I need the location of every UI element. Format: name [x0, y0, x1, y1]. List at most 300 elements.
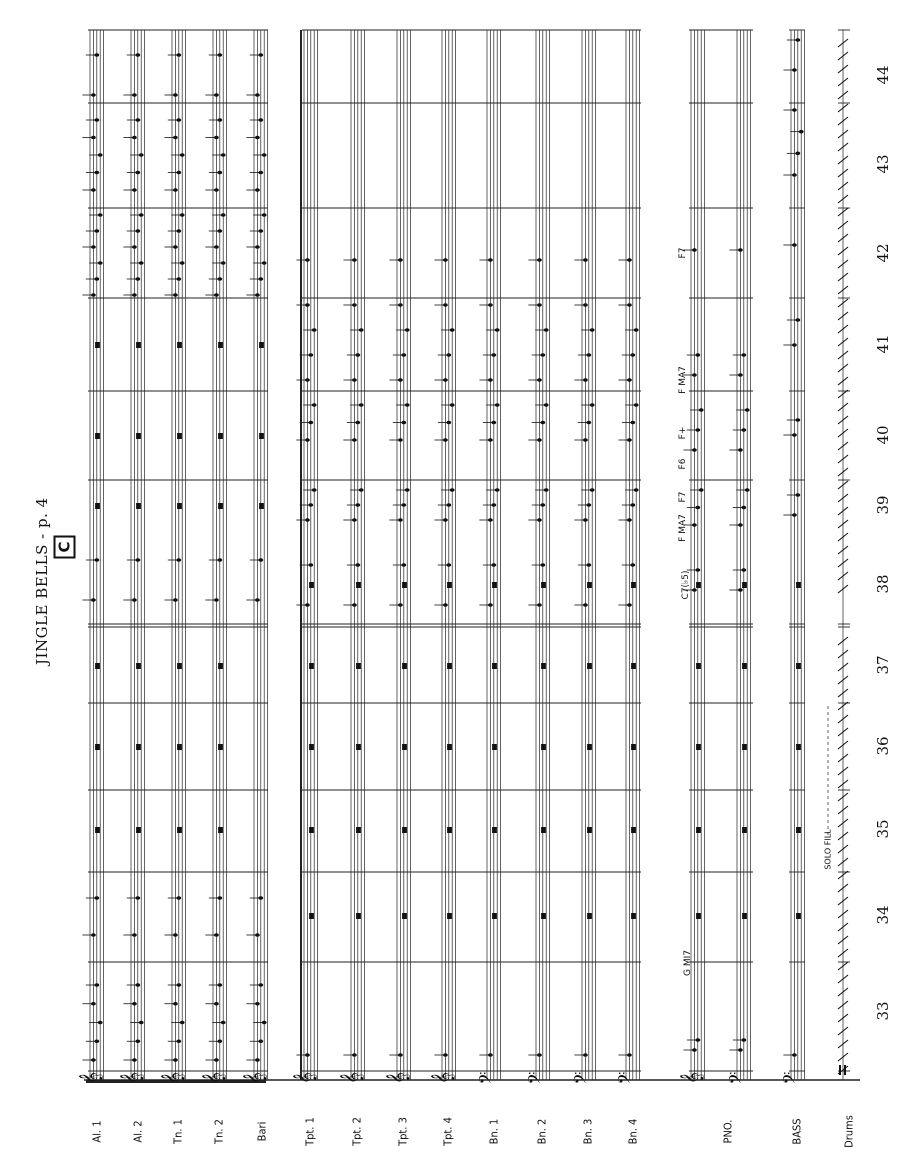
- m41-notes-bn1-notehead: [491, 353, 496, 357]
- m43-notes-al2-notehead: [132, 188, 137, 192]
- m39-notes-tpt4-notehead: [450, 488, 455, 492]
- m40-notes-tpt3-notehead: [398, 438, 403, 442]
- whole-rest: [541, 663, 546, 669]
- m44-notes-al1-notehead: [94, 53, 99, 57]
- pno-m33-pno-rh-notehead: [692, 1048, 697, 1052]
- bass-m41-notehead: [792, 343, 797, 347]
- whole-rest: [696, 913, 701, 919]
- m34-notes-al1-notehead: [94, 896, 99, 900]
- bass-m43-notehead: [799, 130, 804, 134]
- clef-tpt1: 𝄞: [291, 1072, 316, 1084]
- m43-notes-al1-notehead: [98, 153, 103, 157]
- m42-notes-al2-notehead: [139, 213, 144, 217]
- m38-notes-al1-notehead: [94, 558, 99, 562]
- pno-m38-pno-lh-notehead: [738, 588, 743, 592]
- instrument-label-tn-1: Tn. 1: [171, 1119, 185, 1144]
- whole-rest: [218, 433, 223, 439]
- whole-rest: [218, 827, 223, 833]
- m41-notes-tpt2-notehead: [352, 303, 357, 307]
- m33-notes-al2-notehead: [139, 1021, 144, 1025]
- whole-rest: [177, 744, 182, 750]
- bass-m41-notehead: [795, 318, 800, 322]
- whole-rest: [218, 342, 223, 348]
- m38-notes-tpt1-notehead: [305, 603, 310, 607]
- m41-notes-tpt1-notehead: [308, 353, 313, 357]
- whole-rest: [631, 663, 636, 669]
- clef-bn2: 𝄢: [523, 1071, 548, 1085]
- whole-rest: [541, 744, 546, 750]
- instrument-label-bn-2: Bn. 2: [535, 1118, 549, 1145]
- measure-number: 37: [874, 655, 892, 675]
- m39-notes-tpt1-notehead: [312, 488, 317, 492]
- bass-m44-notehead: [792, 68, 797, 72]
- clef-tn2: 𝄞: [200, 1072, 225, 1084]
- m38-notes-bn3-notehead: [586, 563, 591, 567]
- instrument-label-tpt-3: Tpt. 3: [396, 1117, 410, 1146]
- whole-rest: [447, 744, 452, 750]
- m38-notes-al2-notehead: [135, 558, 140, 562]
- m41-notes-bn2-notehead: [537, 303, 542, 307]
- clef-bass: 𝄢: [778, 1071, 803, 1085]
- m33-notes-al2-notehead: [135, 1039, 140, 1043]
- m39-notes-tpt4-notehead: [446, 503, 451, 507]
- whole-rest: [696, 663, 701, 669]
- m44-notes-tn1-notehead: [173, 93, 178, 97]
- m41-notes-tpt1-notehead: [305, 303, 310, 307]
- whole-rest: [356, 827, 361, 833]
- m41-notes-tpt3-notehead: [398, 303, 403, 307]
- m43-notes-bari-notehead: [258, 118, 263, 122]
- pno-m41-pno-lh-notehead: [741, 353, 746, 357]
- m40-notes-bn4-notehead: [634, 403, 639, 407]
- m42-notes-bari-notehead: [262, 261, 267, 265]
- m42-notes-tn2-notehead: [217, 277, 222, 281]
- whole-rest: [218, 744, 223, 750]
- m43-notes-tn2-notehead: [214, 136, 219, 140]
- m40-notes-tpt1-notehead: [308, 421, 313, 425]
- m39-notes-bn1-notehead: [491, 503, 496, 507]
- m38-notes-bn4-notehead: [630, 563, 635, 567]
- whole-rest: [136, 503, 141, 509]
- m41-notes-tpt4-notehead: [450, 328, 455, 332]
- chord-f7-a: F7: [678, 491, 688, 503]
- whole-rest: [402, 827, 407, 833]
- pno-m39-pno-rh-notehead: [695, 506, 700, 510]
- whole-rest: [447, 913, 452, 919]
- m40-notes-tpt2-notehead: [352, 438, 357, 442]
- m40-notes-bn4-notehead: [627, 438, 632, 442]
- whole-rest: [402, 913, 407, 919]
- whole-rest: [218, 503, 223, 509]
- m38-notes-bn2-notehead: [540, 563, 545, 567]
- m42-notes-al1-notehead: [94, 277, 99, 281]
- whole-rest: [796, 913, 801, 919]
- m41-notes-bn4-notehead: [630, 353, 635, 357]
- m43-notes-tn2-notehead: [217, 118, 222, 122]
- measure-number: 43: [874, 154, 892, 174]
- m40-notes-tpt4-notehead: [443, 438, 448, 442]
- whole-rest: [796, 582, 801, 588]
- measure-number: 42: [874, 243, 892, 263]
- bass-m43-notehead: [792, 173, 797, 177]
- whole-rest: [259, 503, 264, 509]
- m41-notes-tpt3-notehead: [405, 328, 410, 332]
- m42-notes-tpt1-notehead: [305, 258, 310, 262]
- whole-rest: [309, 913, 314, 919]
- m42-notes-tn1-notehead: [173, 245, 178, 249]
- m38-notes-tpt2-notehead: [352, 603, 357, 607]
- m39-notes-bn1-notehead: [495, 488, 500, 492]
- m44-notes-tn2-notehead: [214, 93, 219, 97]
- m42-notes-tpt2-notehead: [352, 258, 357, 262]
- m33-notes-al2-notehead: [132, 1058, 137, 1062]
- instrument-label-bn-3: Bn. 3: [581, 1118, 595, 1145]
- m42-notes-bari-notehead: [255, 245, 260, 249]
- m41-notes-bn3-notehead: [583, 303, 588, 307]
- m42-notes-bari-notehead: [262, 213, 267, 217]
- m42-notes-tn2-notehead: [221, 213, 226, 217]
- m40-notes-bn3-notehead: [583, 438, 588, 442]
- m43-notes-al2-notehead: [139, 153, 144, 157]
- m40-notes-bn2-notehead: [537, 438, 542, 442]
- whole-rest: [177, 433, 182, 439]
- bass-m40-notehead: [795, 418, 800, 422]
- m40-notes-tpt3-notehead: [405, 403, 410, 407]
- m42-notes-tn2-notehead: [217, 229, 222, 233]
- m41-notes-bn2-notehead: [544, 328, 549, 332]
- rehearsal-mark-c: C: [54, 535, 76, 558]
- m43-notes-tn1-notehead: [176, 118, 181, 122]
- pno-m33-pno-lh-notehead: [741, 1038, 746, 1042]
- whole-rest: [136, 433, 141, 439]
- m33-notes-bn3-notehead: [583, 1053, 588, 1057]
- m33-notes-bari-notehead: [258, 983, 263, 987]
- m43-notes-bari-notehead: [258, 171, 263, 175]
- whole-rest: [136, 663, 141, 669]
- m40-notes-tpt2-notehead: [359, 403, 364, 407]
- m38-notes-tpt1-notehead: [308, 563, 313, 567]
- m40-notes-bn3-notehead: [586, 421, 591, 425]
- m39-notes-tpt3-notehead: [401, 503, 406, 507]
- whole-rest: [492, 744, 497, 750]
- pno-m40-pno-rh-notehead: [699, 408, 704, 412]
- m41-notes-bn4-notehead: [627, 378, 632, 382]
- m41-notes-bn4-notehead: [627, 303, 632, 307]
- whole-rest: [587, 663, 592, 669]
- m42-notes-al1-notehead: [91, 245, 96, 249]
- m39-notes-tpt1-notehead: [305, 518, 310, 522]
- whole-rest: [492, 663, 497, 669]
- m38-notes-bari-notehead: [255, 598, 260, 602]
- m33-notes-al1-notehead: [98, 1021, 103, 1025]
- m42-notes-bari-notehead: [255, 293, 260, 297]
- whole-rest: [742, 827, 747, 833]
- m33-notes-tn1-notehead: [176, 1039, 181, 1043]
- whole-rest: [95, 433, 100, 439]
- m44-notes-bari-notehead: [258, 53, 263, 57]
- instrument-label-pno-: PNO.: [721, 1119, 735, 1144]
- instrument-label-bari: Bari: [255, 1121, 269, 1142]
- whole-rest: [541, 582, 546, 588]
- m43-notes-tn1-notehead: [176, 171, 181, 175]
- whole-rest: [95, 503, 100, 509]
- m42-notes-al2-notehead: [135, 277, 140, 281]
- bass-m33-notehead: [792, 1053, 797, 1057]
- m38-notes-al1-notehead: [91, 598, 96, 602]
- whole-rest: [541, 913, 546, 919]
- m42-notes-tpt4-notehead: [443, 258, 448, 262]
- whole-rest: [742, 913, 747, 919]
- m39-notes-tpt2-notehead: [352, 518, 357, 522]
- m38-notes-bn4-notehead: [627, 603, 632, 607]
- m38-notes-tpt3-notehead: [398, 603, 403, 607]
- instrument-label-bass: BASS: [790, 1118, 804, 1145]
- pno-m38-pno-lh-notehead: [741, 568, 746, 572]
- m43-notes-tn2-notehead: [214, 188, 219, 192]
- m33-notes-bari-notehead: [262, 1021, 267, 1025]
- m40-notes-bn3-notehead: [590, 403, 595, 407]
- m41-notes-bn1-notehead: [495, 328, 500, 332]
- chord-c7b5: C7(♭5): [681, 570, 691, 600]
- m33-notes-bn1-notehead: [488, 1053, 493, 1057]
- m41-notes-tpt3-notehead: [401, 353, 406, 357]
- m33-notes-al2-notehead: [132, 1002, 137, 1006]
- m38-notes-bn1-notehead: [488, 603, 493, 607]
- m42-notes-bn4-notehead: [627, 258, 632, 262]
- pno-m41-pno-rh-notehead: [692, 373, 697, 377]
- whole-rest: [796, 827, 801, 833]
- whole-rest: [587, 582, 592, 588]
- m38-notes-tn1-notehead: [173, 598, 178, 602]
- whole-rest: [402, 744, 407, 750]
- clef-tn1: 𝄞: [159, 1072, 184, 1084]
- m42-notes-tn2-notehead: [221, 261, 226, 265]
- m38-notes-bn2-notehead: [537, 603, 542, 607]
- pno-m40-pno-lh-notehead: [738, 448, 743, 452]
- whole-rest: [177, 342, 182, 348]
- pno-m41-pno-rh-notehead: [695, 353, 700, 357]
- m33-notes-bn2-notehead: [537, 1053, 542, 1057]
- m39-notes-tpt3-notehead: [405, 488, 410, 492]
- m39-notes-tpt3-notehead: [398, 518, 403, 522]
- m39-notes-bn2-notehead: [544, 488, 549, 492]
- m44-notes-tn2-notehead: [217, 53, 222, 57]
- pno-m40-pno-lh-notehead: [745, 408, 750, 412]
- clef-al1: 𝄞: [77, 1072, 102, 1084]
- instrument-label-bn-4: Bn. 4: [626, 1118, 640, 1145]
- m42-notes-al1-notehead: [91, 293, 96, 297]
- whole-rest: [95, 342, 100, 348]
- m33-notes-tn2-notehead: [217, 983, 222, 987]
- m42-notes-tn1-notehead: [180, 261, 185, 265]
- whole-rest: [402, 663, 407, 669]
- pno-m39-pno-lh-notehead: [745, 488, 750, 492]
- m42-notes-tn1-notehead: [173, 293, 178, 297]
- m38-notes-tn2-notehead: [214, 598, 219, 602]
- whole-rest: [696, 827, 701, 833]
- m33-notes-al1-notehead: [94, 983, 99, 987]
- instrument-label-tn-2: Tn. 2: [212, 1119, 226, 1144]
- m38-notes-bari-notehead: [258, 558, 263, 562]
- m42-notes-al1-notehead: [98, 213, 103, 217]
- m34-notes-al2-notehead: [135, 896, 140, 900]
- m38-notes-tpt3-notehead: [401, 563, 406, 567]
- pno-m42-pno-rh-notehead: [692, 248, 697, 252]
- m42-notes-tn2-notehead: [214, 293, 219, 297]
- m33-notes-al1-notehead: [91, 1002, 96, 1006]
- m33-notes-tn1-notehead: [173, 1058, 178, 1062]
- clef-bn3: 𝄢: [569, 1071, 594, 1085]
- bass-m44-notehead: [795, 38, 800, 42]
- m38-notes-bn1-notehead: [491, 563, 496, 567]
- pno-m39-pno-rh-notehead: [692, 523, 697, 527]
- whole-rest: [309, 582, 314, 588]
- m42-notes-bn3-notehead: [583, 258, 588, 262]
- pno-m40-pno-rh-notehead: [695, 428, 700, 432]
- m41-notes-bn2-notehead: [537, 378, 542, 382]
- whole-rest: [259, 433, 264, 439]
- whole-rest: [402, 582, 407, 588]
- m34-notes-al2-notehead: [132, 933, 137, 937]
- m33-notes-tpt2-notehead: [352, 1053, 357, 1057]
- whole-rest: [309, 744, 314, 750]
- pno-m33-pno-rh-notehead: [695, 1038, 700, 1042]
- m40-notes-bn2-notehead: [544, 403, 549, 407]
- pno-m42-pno-lh-notehead: [738, 248, 743, 252]
- m34-notes-bari-notehead: [258, 896, 263, 900]
- whole-rest: [631, 582, 636, 588]
- page-title: JINGLE BELLS - p. 4: [33, 497, 51, 665]
- m42-notes-bn1-notehead: [488, 258, 493, 262]
- m39-notes-bn4-notehead: [627, 518, 632, 522]
- chord-fma7-a: F MA7: [678, 514, 688, 542]
- instrument-label-tpt-4: Tpt. 4: [441, 1117, 455, 1146]
- m41-notes-tpt1-notehead: [312, 328, 317, 332]
- clef-bn1: 𝄢: [474, 1071, 499, 1085]
- bass-m39-notehead: [795, 493, 800, 497]
- percussion-clef: [844, 1065, 846, 1075]
- pno-m39-pno-lh-notehead: [738, 523, 743, 527]
- chord-fma7-b: F MA7: [678, 366, 688, 394]
- whole-rest: [587, 744, 592, 750]
- bass-m43-notehead: [792, 108, 797, 112]
- m34-notes-tn1-notehead: [176, 896, 181, 900]
- m44-notes-tn1-notehead: [176, 53, 181, 57]
- pno-m40-pno-rh-notehead: [692, 448, 697, 452]
- m43-notes-al2-notehead: [132, 136, 137, 140]
- m43-notes-al1-notehead: [94, 171, 99, 175]
- measure-number: 36: [874, 736, 892, 756]
- solo-fill-label: SOLO FILL: [823, 829, 833, 870]
- m33-notes-bari-notehead: [258, 1039, 263, 1043]
- whole-rest: [136, 744, 141, 750]
- m38-notes-tpt4-notehead: [443, 603, 448, 607]
- m33-notes-bari-notehead: [255, 1058, 260, 1062]
- m43-notes-tn1-notehead: [180, 153, 185, 157]
- m44-notes-al2-notehead: [132, 93, 137, 97]
- m42-notes-al1-notehead: [94, 229, 99, 233]
- m43-notes-bari-notehead: [255, 188, 260, 192]
- m39-notes-bn3-notehead: [586, 503, 591, 507]
- m34-notes-tn1-notehead: [173, 933, 178, 937]
- m43-notes-tn1-notehead: [173, 136, 178, 140]
- whole-rest: [587, 913, 592, 919]
- whole-rest: [95, 827, 100, 833]
- whole-rest: [696, 582, 701, 588]
- m40-notes-tpt1-notehead: [312, 403, 317, 407]
- m43-notes-al1-notehead: [91, 136, 96, 140]
- whole-rest: [696, 744, 701, 750]
- m42-notes-al2-notehead: [132, 245, 137, 249]
- measure-number: 41: [874, 334, 892, 354]
- whole-rest: [177, 663, 182, 669]
- m41-notes-tpt1-notehead: [305, 378, 310, 382]
- whole-rest: [796, 663, 801, 669]
- m40-notes-bn2-notehead: [540, 421, 545, 425]
- chord-gmi7: G MI7: [683, 950, 693, 976]
- clef-tpt3: 𝄞: [384, 1072, 409, 1084]
- pno-m41-pno-lh-notehead: [738, 373, 743, 377]
- m38-notes-tpt4-notehead: [446, 563, 451, 567]
- m33-notes-tn2-notehead: [217, 1039, 222, 1043]
- measure-number: 39: [874, 495, 892, 515]
- m34-notes-tn2-notehead: [214, 933, 219, 937]
- m42-notes-al2-notehead: [135, 229, 140, 233]
- m42-notes-bn2-notehead: [537, 258, 542, 262]
- whole-rest: [447, 663, 452, 669]
- whole-rest: [631, 744, 636, 750]
- m43-notes-al2-notehead: [135, 171, 140, 175]
- m42-notes-bari-notehead: [258, 229, 263, 233]
- m40-notes-bn1-notehead: [495, 403, 500, 407]
- m34-notes-al1-notehead: [91, 933, 96, 937]
- pno-m38-pno-rh-notehead: [695, 568, 700, 572]
- whole-rest: [587, 827, 592, 833]
- m43-notes-bari-notehead: [255, 136, 260, 140]
- m43-notes-tn2-notehead: [217, 171, 222, 175]
- m41-notes-bn3-notehead: [583, 378, 588, 382]
- pno-m39-pno-rh-notehead: [699, 488, 704, 492]
- instrument-label-drums: Drums: [842, 1115, 856, 1148]
- whole-rest: [218, 663, 223, 669]
- whole-rest: [95, 744, 100, 750]
- whole-rest: [309, 663, 314, 669]
- m41-notes-bn1-notehead: [488, 378, 493, 382]
- m34-notes-tn2-notehead: [217, 896, 222, 900]
- m41-notes-bn3-notehead: [590, 328, 595, 332]
- m41-notes-bn4-notehead: [634, 328, 639, 332]
- m41-notes-tpt2-notehead: [355, 353, 360, 357]
- m44-notes-al1-notehead: [91, 93, 96, 97]
- whole-rest: [742, 744, 747, 750]
- m33-notes-tpt1-notehead: [305, 1053, 310, 1057]
- m33-notes-al1-notehead: [91, 1058, 96, 1062]
- instrument-label-tpt-1: Tpt. 1: [303, 1117, 317, 1146]
- clef-bn4: 𝄢: [613, 1071, 638, 1085]
- m33-notes-tn2-notehead: [221, 1021, 226, 1025]
- m40-notes-tpt1-notehead: [305, 438, 310, 442]
- m33-notes-tn1-notehead: [180, 1021, 185, 1025]
- m42-notes-al2-notehead: [132, 293, 137, 297]
- m43-notes-al1-notehead: [91, 188, 96, 192]
- whole-rest: [492, 582, 497, 588]
- m40-notes-tpt2-notehead: [355, 421, 360, 425]
- whole-rest: [541, 827, 546, 833]
- m33-notes-tn1-notehead: [173, 1002, 178, 1006]
- m40-notes-tpt4-notehead: [446, 421, 451, 425]
- m39-notes-bn2-notehead: [540, 503, 545, 507]
- instrument-label-al-2: Al. 2: [131, 1120, 145, 1143]
